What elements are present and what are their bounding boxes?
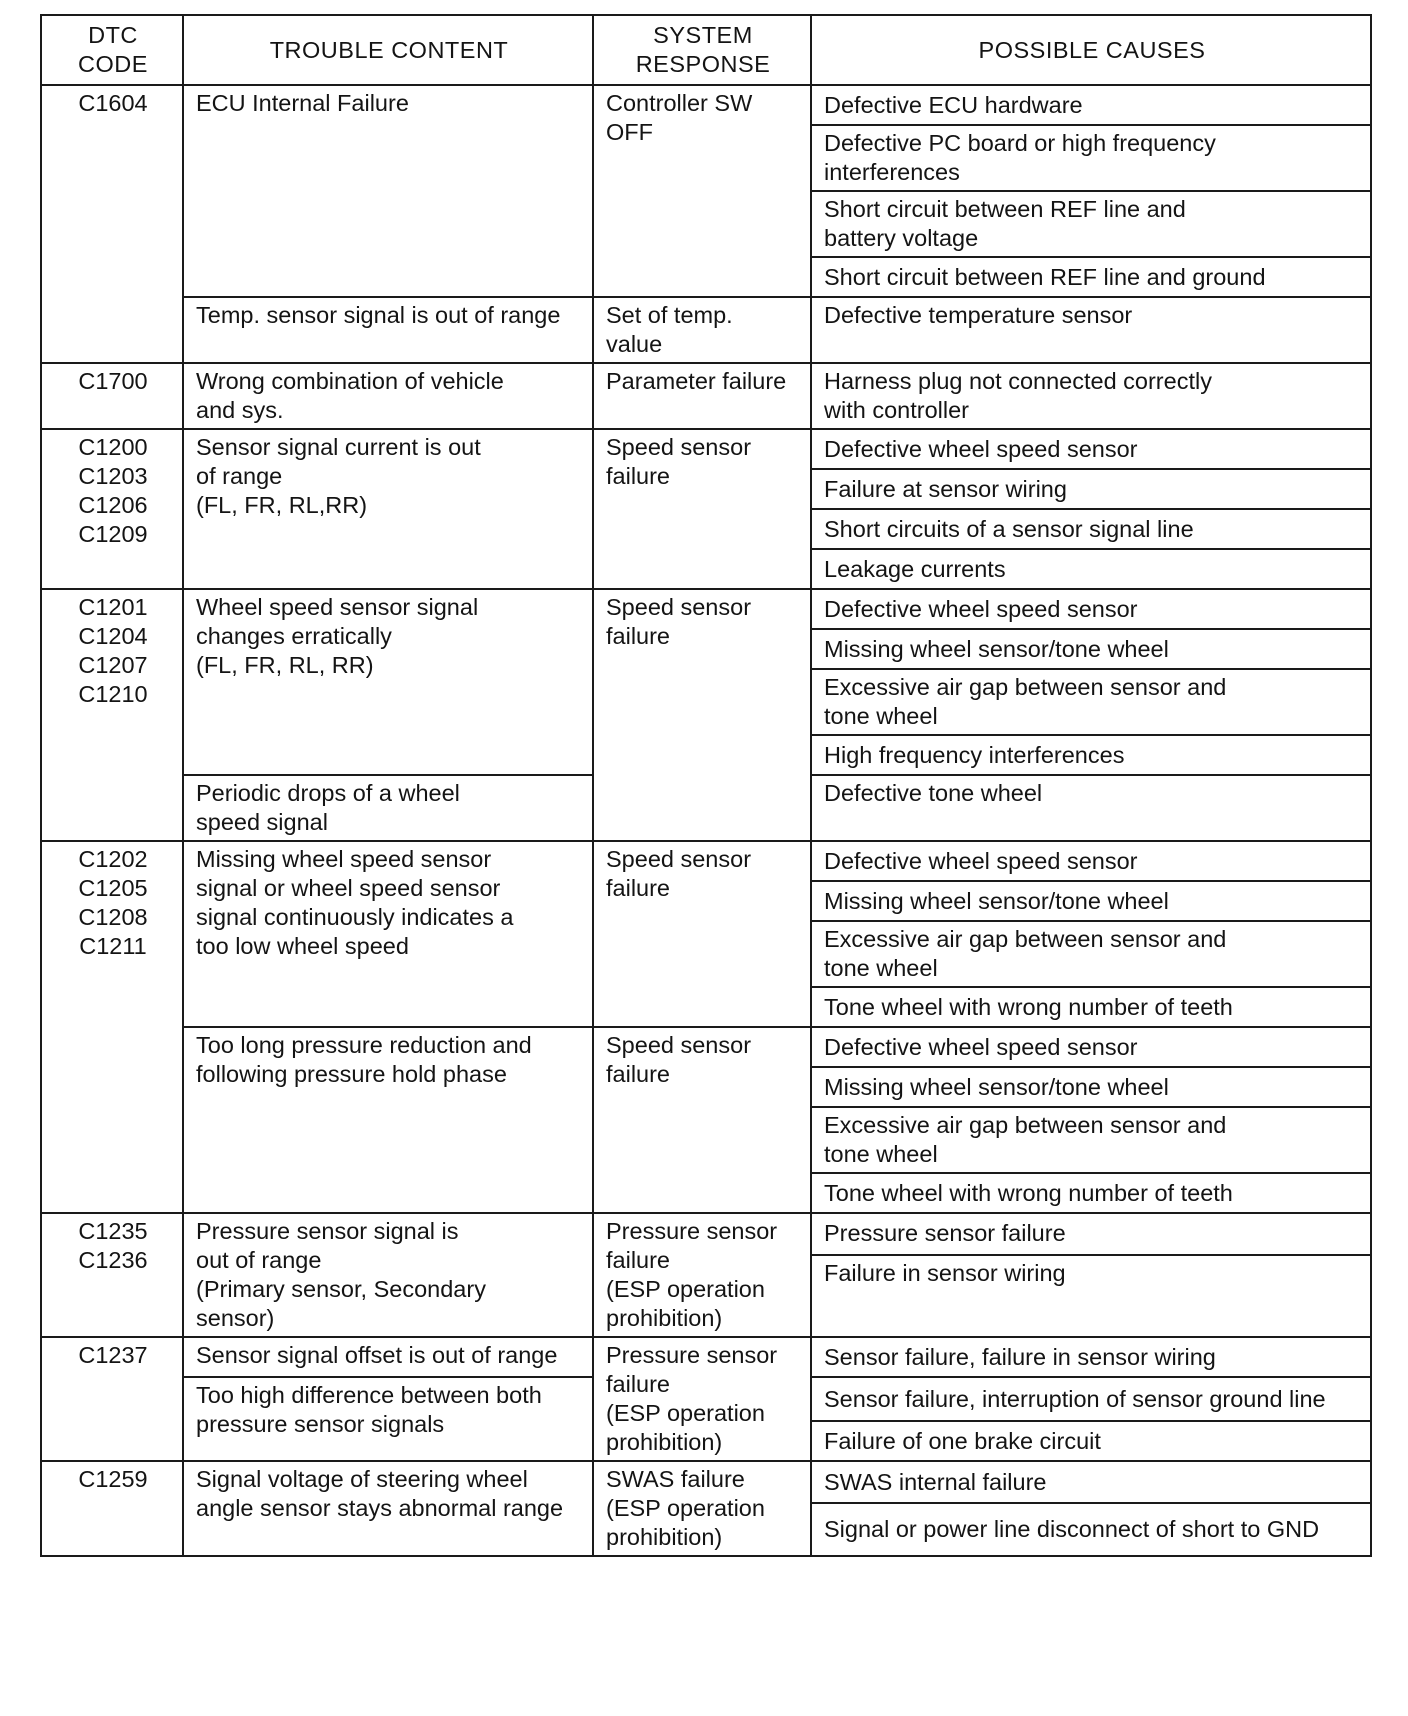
trouble-content-cell: Too long pressure reduction and following pressure hold phase bbox=[183, 1027, 593, 1213]
table-row bbox=[41, 1213, 1371, 1255]
dtc-code-cell: C1237 bbox=[41, 1337, 183, 1461]
system-response-cell: Pressure sensor failure (ESP operation prohibition) bbox=[593, 1337, 811, 1461]
possible-cause-cell: Defective wheel speed sensor bbox=[811, 429, 1371, 469]
possible-cause-cell: Signal or power line disconnect of short to GND bbox=[811, 1503, 1371, 1556]
dtc-code-cell: C1200 C1203 C1206 C1209 bbox=[41, 429, 183, 589]
trouble-content-cell: Wrong combination of vehicle and sys. bbox=[183, 363, 593, 429]
possible-cause-cell: Defective wheel speed sensor bbox=[811, 841, 1371, 881]
dtc-code-cell: C1259 bbox=[41, 1461, 183, 1556]
trouble-content-cell: Pressure sensor signal is out of range (Primary sensor, Secondary sensor) bbox=[183, 1213, 593, 1337]
system-response-cell: Set of temp. value bbox=[593, 297, 811, 363]
table-row bbox=[41, 841, 1371, 881]
possible-cause-cell: Sensor failure, interruption of sensor ground line bbox=[811, 1377, 1371, 1421]
possible-cause-cell: Excessive air gap between sensor and tone wheel bbox=[811, 1107, 1371, 1173]
possible-cause-cell: Defective ECU hardware bbox=[811, 85, 1371, 125]
header-possible-causes: POSSIBLE CAUSES bbox=[811, 15, 1371, 85]
possible-cause-cell: Missing wheel sensor/tone wheel bbox=[811, 1067, 1371, 1107]
header-dtc-code: DTC CODE bbox=[41, 15, 183, 85]
system-response-cell: Parameter failure bbox=[593, 363, 811, 429]
possible-cause-cell: Defective wheel speed sensor bbox=[811, 589, 1371, 629]
system-response-cell: Speed sensor failure bbox=[593, 1027, 811, 1213]
possible-cause-cell: Excessive air gap between sensor and tone wheel bbox=[811, 669, 1371, 735]
table-row bbox=[41, 363, 1371, 429]
possible-cause-cell: SWAS internal failure bbox=[811, 1461, 1371, 1503]
system-response-cell: SWAS failure (ESP operation prohibition) bbox=[593, 1461, 811, 1556]
system-response-cell: Speed sensor failure bbox=[593, 841, 811, 1027]
trouble-content-cell: Missing wheel speed sensor signal or wheel speed sensor signal continuously indicates a too low wheel speed bbox=[183, 841, 593, 1027]
possible-cause-cell: High frequency interferences bbox=[811, 735, 1371, 775]
possible-cause-cell: Tone wheel with wrong number of teeth bbox=[811, 987, 1371, 1027]
system-response-cell: Speed sensor failure bbox=[593, 589, 811, 841]
trouble-content-cell: Sensor signal offset is out of range bbox=[183, 1337, 593, 1377]
possible-cause-cell: Sensor failure, failure in sensor wiring bbox=[811, 1337, 1371, 1377]
possible-cause-cell: Tone wheel with wrong number of teeth bbox=[811, 1173, 1371, 1213]
possible-cause-cell: Short circuits of a sensor signal line bbox=[811, 509, 1371, 549]
header-row bbox=[41, 15, 1371, 85]
system-response-cell: Controller SW OFF bbox=[593, 85, 811, 297]
dtc-code-cell: C1700 bbox=[41, 363, 183, 429]
possible-cause-cell: Defective wheel speed sensor bbox=[811, 1027, 1371, 1067]
table-row bbox=[41, 429, 1371, 469]
trouble-content-cell: Temp. sensor signal is out of range bbox=[183, 297, 593, 363]
possible-cause-cell: Failure at sensor wiring bbox=[811, 469, 1371, 509]
possible-cause-cell: Pressure sensor failure bbox=[811, 1213, 1371, 1255]
trouble-content-cell: Signal voltage of steering wheel angle sensor stays abnormal range bbox=[183, 1461, 593, 1556]
dtc-table bbox=[40, 14, 1372, 1557]
header-trouble-content: TROUBLE CONTENT bbox=[183, 15, 593, 85]
possible-cause-cell: Short circuit between REF line and battery voltage bbox=[811, 191, 1371, 257]
possible-cause-cell: Defective tone wheel bbox=[811, 775, 1371, 841]
possible-cause-cell: Short circuit between REF line and ground bbox=[811, 257, 1371, 297]
possible-cause-cell: Defective temperature sensor bbox=[811, 297, 1371, 363]
table-row bbox=[41, 85, 1371, 125]
system-response-cell: Speed sensor failure bbox=[593, 429, 811, 589]
dtc-code-cell: C1604 bbox=[41, 85, 183, 363]
table-row bbox=[41, 297, 1371, 363]
header-system-response: SYSTEM RESPONSE bbox=[593, 15, 811, 85]
possible-cause-cell: Harness plug not connected correctly with controller bbox=[811, 363, 1371, 429]
table-row bbox=[41, 1337, 1371, 1377]
table-row bbox=[41, 1461, 1371, 1503]
possible-cause-cell: Missing wheel sensor/tone wheel bbox=[811, 629, 1371, 669]
table-row bbox=[41, 589, 1371, 629]
dtc-code-cell: C1201 C1204 C1207 C1210 bbox=[41, 589, 183, 841]
possible-cause-cell: Excessive air gap between sensor and tone wheel bbox=[811, 921, 1371, 987]
trouble-content-cell: Wheel speed sensor signal changes erratically (FL, FR, RL, RR) bbox=[183, 589, 593, 775]
trouble-content-cell: ECU Internal Failure bbox=[183, 85, 593, 297]
trouble-content-cell: Too high difference between both pressure sensor signals bbox=[183, 1377, 593, 1461]
dtc-code-cell: C1235 C1236 bbox=[41, 1213, 183, 1337]
trouble-content-cell: Periodic drops of a wheel speed signal bbox=[183, 775, 593, 841]
possible-cause-cell: Leakage currents bbox=[811, 549, 1371, 589]
possible-cause-cell: Failure in sensor wiring bbox=[811, 1255, 1371, 1337]
possible-cause-cell: Missing wheel sensor/tone wheel bbox=[811, 881, 1371, 921]
trouble-content-cell: Sensor signal current is out of range (FL, FR, RL,RR) bbox=[183, 429, 593, 589]
possible-cause-cell: Failure of one brake circuit bbox=[811, 1421, 1371, 1461]
dtc-code-cell: C1202 C1205 C1208 C1211 bbox=[41, 841, 183, 1213]
system-response-cell: Pressure sensor failure (ESP operation prohibition) bbox=[593, 1213, 811, 1337]
possible-cause-cell: Defective PC board or high frequency interferences bbox=[811, 125, 1371, 191]
table-row bbox=[41, 1027, 1371, 1067]
